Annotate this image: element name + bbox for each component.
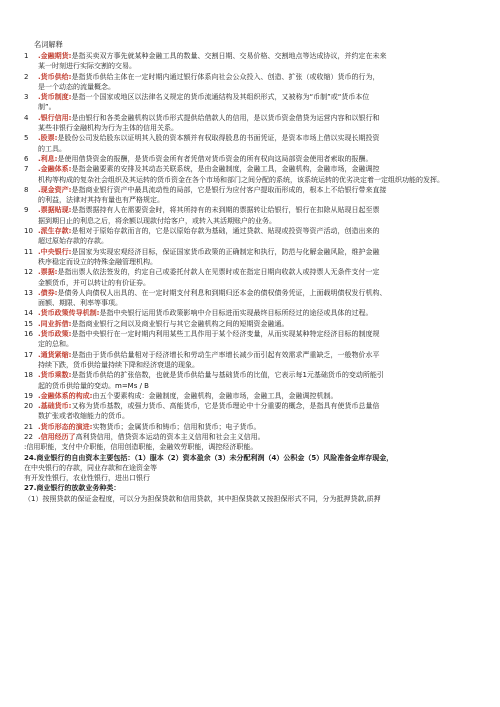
entry-number: 5 — [24, 134, 29, 143]
glossary-entry — [24, 205, 482, 226]
tail-section — [24, 442, 482, 504]
entry-definition: 是指中央银行运用货币政策影响中介目标进而实现最终目标所经过的途径或具体的过程。 — [99, 309, 373, 318]
entry-definition: 是指中央银行在一定时期内利用某些工具作用于某个经济变量，从而实现某种特定经济目标的制度规 — [71, 330, 380, 339]
entry-definition-continued: 某一时刻进行实际交割的交易。 — [38, 62, 136, 71]
entry-term: .同业拆借: — [38, 319, 72, 328]
entry-term: .通货紧缩: — [38, 350, 72, 359]
entry-definition-continued: 定的总和。 — [38, 340, 73, 349]
entry-number: 7 — [24, 165, 29, 174]
entry-definition-continued: 机构等构成的复杂社会组织及其运转的货币资金在各个市场和部门之间分配的系统，该系统运转的优劣决定着一定组织功能的发挥。 — [38, 175, 444, 184]
entry-term: .货币形态的演进: — [38, 422, 93, 431]
entry-definition: 由五个要素构成：金融制度，金融机构，金融市场，金融工具，金融调控机制。 — [92, 391, 338, 400]
entry-number: 2 — [24, 72, 29, 81]
entry-term: .票据贴现: — [38, 206, 72, 215]
entry-definition-continued: 金额货币，并可以转让的有价证券。 — [38, 278, 150, 287]
entry-definition-continued: 制”。 — [38, 103, 56, 112]
entry-term: .信用经历了 — [38, 432, 76, 441]
glossary-entry — [24, 154, 482, 164]
entry-number: 18 — [24, 371, 33, 380]
entry-term: .中央银行: — [38, 247, 72, 256]
glossary-entry — [24, 288, 482, 309]
tail-line: （1）按照贷款的保证金程度，可以分为担保贷款和信用贷款，其中担保贷款又按担保形式不同，分为抵押贷款,质押 — [24, 494, 381, 503]
entry-definition: 是指一个国家或地区以法律名义规定的货币流通结构及其组织形式，又被称为“币制”或“货币本位 — [71, 93, 370, 102]
entry-term: .基础货币: — [38, 402, 72, 411]
entry-term: .货币制度: — [38, 93, 72, 102]
entry-definition: 是由银行和各类金融机构以货币形式提供给借款人的信用，是以货币资金借贷为运营内容和以银行和 — [71, 113, 380, 122]
entry-definition: 是指货币供给的扩张倍数，也就是货币供给量与基础货币的比值，它表示每1元基础货币的变动所能引 — [71, 371, 384, 380]
tail-line: 有开发性银行，农业性银行，进出口银行 — [24, 474, 150, 483]
document-page — [24, 40, 482, 504]
entry-term: .现金资产: — [38, 185, 72, 194]
entry-number: 14 — [24, 309, 33, 318]
glossary-entry — [24, 267, 482, 288]
entry-definition-continued: 数扩张或者收缩能力的货币。 — [38, 412, 129, 421]
entry-definition-continued: 的工具。 — [38, 144, 66, 153]
entry-definition: 是指商业银行资产中最具流动性的局部，它是银行为应付客户提取而形成的，根本上不给银行带来直接 — [71, 185, 387, 194]
glossary-entry — [24, 72, 482, 93]
tail-line: :信用职能，支付中介职能，信用创造职能，金融效劳职能，调控经济职能。 — [24, 443, 258, 452]
entry-term: .金融体系: — [38, 165, 72, 174]
glossary-entry — [24, 391, 482, 401]
glossary-entry — [24, 185, 482, 206]
entry-number: 21 — [24, 422, 33, 431]
entry-number: 20 — [24, 402, 33, 411]
glossary-entry — [24, 370, 482, 391]
glossary-entry — [24, 247, 482, 268]
entry-term: .银行信用: — [38, 113, 72, 122]
tail-line: 在中央银行的存款，同业存款和在途资金等 — [24, 463, 157, 472]
entry-definition: 是指出票人依法签发的，约定自己或委托付款人在见票时或在指定日期向收款人或持票人无条件支付一定 — [57, 268, 380, 277]
tail-line: 24.商业银行的自由资本主要包括：（1）服本（2）资本盈余（3）未分配利润（4）公积金（5）风险准备金库存现金， — [24, 453, 394, 462]
entry-number: 12 — [24, 268, 33, 277]
entry-number: 9 — [24, 206, 29, 215]
entry-definition-continued: 超过原始存款的存款。 — [38, 237, 108, 246]
glossary-entry — [24, 226, 482, 247]
tail-line: 27.商业银行的放款业务种类： — [24, 484, 121, 493]
entry-list — [24, 51, 482, 442]
entry-definition: 是指票据持有人在需要资金时，将其所持有的未到期的票据转让给银行，银行在扣除从贴现日起至票 — [71, 206, 380, 215]
entry-definition: 是使用借贷资金的报酬，是货币资金所有者凭借对货币资金的所有权向这局部资金使用者索取的报酬。 — [57, 154, 373, 163]
entry-number: 10 — [24, 227, 33, 236]
entry-definition: 是指由于货币供给量相对于经济增长和劳动生产率增长减少而引起有效需求严重缺乏，一般物价水平 — [71, 350, 380, 359]
entry-definition: 是股份公司发给股东以证明其入股的资本额并有权取得股息的书面凭证，是资本市场上借以实现长期投资 — [57, 134, 380, 143]
entry-definition-continued: 是一个动态的流量概念。 — [38, 82, 115, 91]
entry-definition: 是相对于原始存款而言的，它是以原始存款为基础，通过贷款、贴现或投资等资产活动，创造出来的 — [71, 227, 380, 236]
glossary-entry — [24, 164, 482, 185]
entry-number: 13 — [24, 288, 33, 297]
entry-term: .金融期货: — [38, 52, 72, 60]
entry-definition-continued: 起的货币供给量的变动。m=Ms / B — [38, 381, 149, 390]
glossary-entry — [24, 92, 482, 113]
entry-number: 3 — [24, 93, 29, 102]
glossary-entry — [24, 308, 482, 318]
entry-definition-continued: 持续下跌，货币供给量持续下降和经济衰退的现象。 — [38, 360, 199, 369]
glossary-entry — [24, 401, 482, 422]
entry-definition: 实物货币；金属货币和铸币；信用和货币；电子货币。 — [92, 422, 261, 431]
entry-term: .债券: — [38, 288, 58, 297]
entry-definition: 是指货币供给主体在一定时期内通过银行体系向社会公众投入、创造、扩张（或收缩）货币的行为， — [71, 72, 380, 81]
glossary-entry — [24, 422, 482, 432]
entry-definition-continued: 面额、期限、利率等事项。 — [38, 299, 122, 308]
entry-definition-continued: 据到期日止的利息之后，将余额以现款付给客户，或转入其活期账户的业务。 — [38, 216, 276, 225]
entry-definition: 又称为货币基数，或强力货币、高能货币，它是货币理论中十分重要的概念，是指具有使货币总量倍 — [71, 402, 380, 411]
entry-number: 22 — [24, 432, 33, 441]
entry-definition: 是指金融要素的安排及其动态关联系统，是由金融制度，金融工具，金融机构，金融市场，金融调控 — [71, 165, 380, 174]
glossary-entry — [24, 113, 482, 134]
entry-number: 11 — [24, 247, 33, 256]
entry-number: 15 — [24, 319, 33, 328]
glossary-entry — [24, 350, 482, 371]
entry-number: 17 — [24, 350, 33, 359]
glossary-entry — [24, 432, 482, 442]
entry-number: 8 — [24, 185, 29, 194]
entry-term: .票据: — [38, 268, 58, 277]
entry-definition: 是债务人向债权人出具的、在一定时期支付利息和到期归还本金的债权债务凭证，上面载明债权发行机构、 — [57, 288, 387, 297]
entry-definition-continued: 的利益，法律对其持有量也有严格规定。 — [38, 196, 164, 205]
entry-term: .派生存款: — [38, 227, 72, 236]
entry-definition: 是指商业银行之间以及商业银行与其它金融机构之间的短期资金融通。 — [71, 319, 289, 328]
entry-definition: 是指买卖双方事先就某种金融工具的数量、交割日期、交易价格、交割地点等达成协议，并约定在未来 — [71, 52, 387, 60]
entry-term: .金融体系的构成: — [38, 391, 93, 400]
entry-definition-continued: 秩序稳定而设立的特殊金融管理机构。 — [38, 257, 157, 266]
entry-number: 16 — [24, 330, 33, 339]
entry-term: .利息: — [38, 154, 58, 163]
entry-number: 19 — [24, 391, 33, 400]
entry-number: 1 — [24, 52, 29, 60]
entry-term: .货币乘数: — [38, 371, 72, 380]
entry-term: .货币政策传导机制: — [38, 309, 100, 318]
entry-definition-continued: 某些非银行金融机构为行为主体的信用关系。 — [38, 124, 178, 133]
entry-term: .货币供给: — [38, 72, 72, 81]
entry-term: .货币政策: — [38, 330, 72, 339]
entry-term: .股票: — [38, 134, 58, 143]
document-title: 名词解释 — [34, 40, 63, 49]
glossary-entry — [24, 133, 482, 154]
entry-definition: 高利贷信用，借贷资本运动的资本主义信用和社会主义信用。 — [75, 432, 265, 441]
entry-definition: 是国家为实现宏观经济目标，保证国家货币政策的正确制定和执行，防范与化解金融风险，维护金融 — [71, 247, 380, 256]
entry-number: 4 — [24, 113, 29, 122]
glossary-entry — [24, 51, 482, 72]
entry-number: 6 — [24, 154, 29, 163]
glossary-entry — [24, 319, 482, 329]
glossary-entry — [24, 329, 482, 350]
